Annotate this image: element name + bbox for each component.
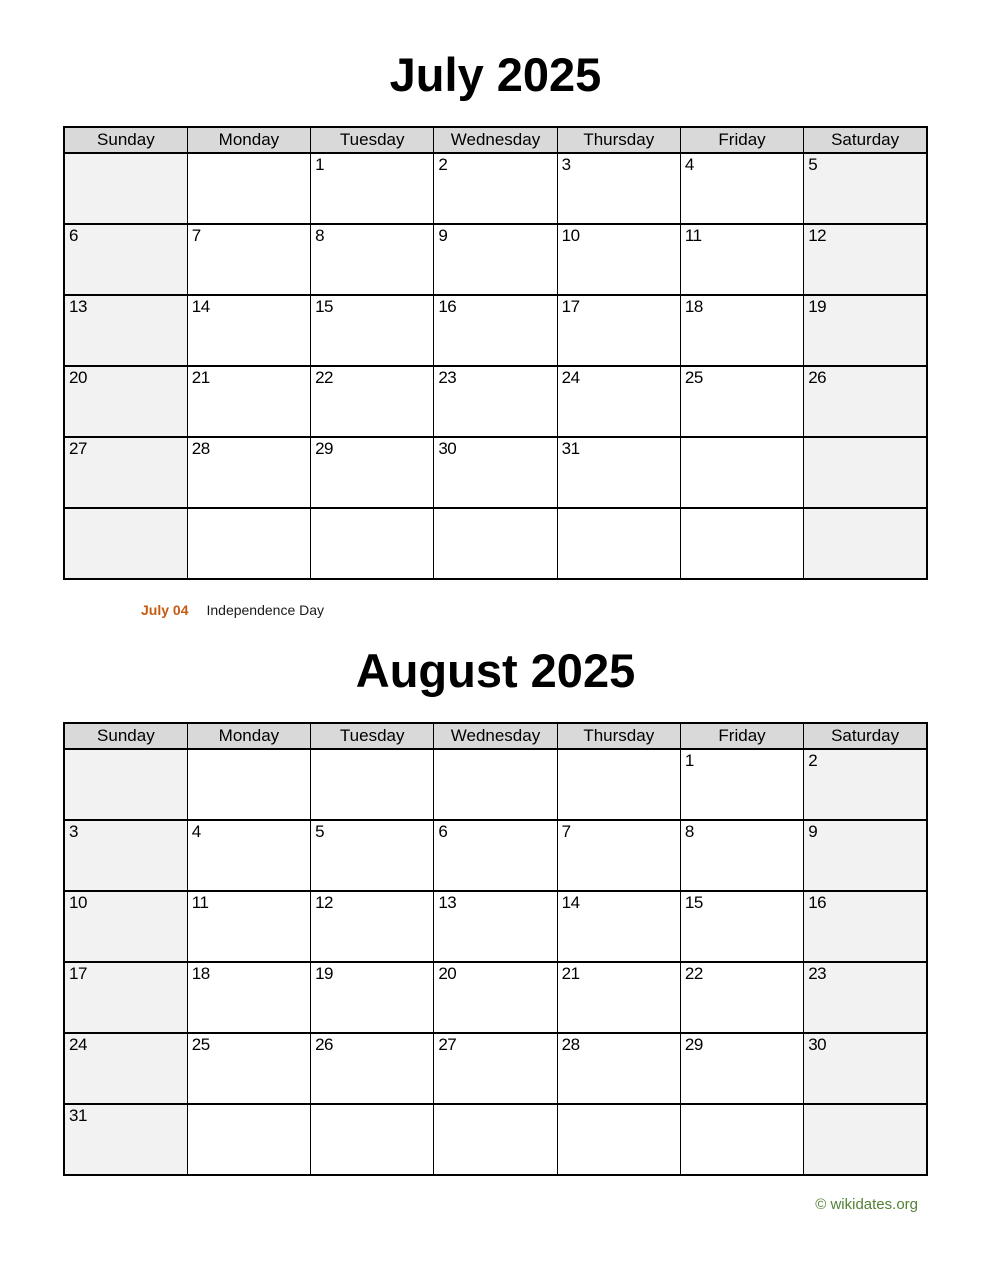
day-cell: 15 [680,891,803,962]
day-cell: 25 [187,1033,310,1104]
day-cell: 19 [804,295,927,366]
empty-day-cell [311,508,434,579]
day-cell: 27 [64,437,187,508]
day-cell: 18 [680,295,803,366]
day-cell: 16 [434,295,557,366]
day-cell: 9 [804,820,927,891]
empty-day-cell [557,749,680,820]
weekday-header: Sunday [64,127,187,153]
day-cell: 27 [434,1033,557,1104]
day-cell: 11 [187,891,310,962]
week-row [64,508,927,579]
week-row [64,153,927,224]
day-cell: 7 [187,224,310,295]
day-cell: 14 [187,295,310,366]
day-cell: 11 [680,224,803,295]
day-cell: 23 [434,366,557,437]
empty-day-cell [64,749,187,820]
day-cell: 3 [557,153,680,224]
weekday-header: Wednesday [434,723,557,749]
day-cell: 1 [311,153,434,224]
weekday-header: Thursday [557,127,680,153]
week-row [64,1033,927,1104]
day-cell: 2 [434,153,557,224]
week-row [64,962,927,1033]
empty-day-cell [557,508,680,579]
empty-day-cell [187,749,310,820]
day-cell: 12 [804,224,927,295]
empty-day-cell [804,508,927,579]
week-row [64,1104,927,1175]
empty-day-cell [434,1104,557,1175]
day-cell: 10 [64,891,187,962]
day-cell: 23 [804,962,927,1033]
empty-day-cell [434,508,557,579]
empty-day-cell [187,508,310,579]
day-cell: 8 [680,820,803,891]
week-row [64,224,927,295]
july-title: July 2025 [389,48,602,101]
copyright-text: © wikidates.org [815,1196,918,1214]
empty-day-cell [64,508,187,579]
empty-day-cell [64,153,187,224]
empty-day-cell [557,1104,680,1175]
day-cell: 4 [187,820,310,891]
day-cell: 22 [311,366,434,437]
august-title: August 2025 [355,644,636,698]
empty-day-cell [434,749,557,820]
day-cell: 16 [804,891,927,962]
weekday-header: Wednesday [434,127,557,153]
day-cell: 24 [64,1033,187,1104]
day-cell: 6 [434,820,557,891]
day-cell: 31 [557,437,680,508]
weekday-header: Thursday [557,723,680,749]
holiday-date-label: July 04 [141,602,189,619]
day-cell: 15 [311,295,434,366]
day-cell: 29 [311,437,434,508]
empty-day-cell [311,749,434,820]
day-cell: 7 [557,820,680,891]
day-cell: 17 [557,295,680,366]
day-cell: 21 [557,962,680,1033]
day-cell: 30 [804,1033,927,1104]
day-cell: 22 [680,962,803,1033]
day-cell: 13 [434,891,557,962]
august-calendar [63,722,928,1176]
empty-day-cell [804,1104,927,1175]
weekday-header: Sunday [64,723,187,749]
day-cell: 25 [680,366,803,437]
weekday-header: Saturday [804,723,927,749]
weekday-header: Friday [680,723,803,749]
day-cell: 4 [680,153,803,224]
holiday-name-label: Independence Day [206,602,325,619]
weekday-header-row [64,723,927,749]
weekday-header: Monday [187,723,310,749]
weekday-header: Tuesday [311,723,434,749]
day-cell: 28 [557,1033,680,1104]
day-cell: 2 [804,749,927,820]
empty-day-cell [187,1104,310,1175]
july-calendar [63,126,928,580]
day-cell: 21 [187,366,310,437]
weekday-header: Friday [680,127,803,153]
day-cell: 17 [64,962,187,1033]
week-row [64,295,927,366]
empty-day-cell [680,1104,803,1175]
day-cell: 10 [557,224,680,295]
week-row [64,891,927,962]
empty-day-cell [680,437,803,508]
empty-day-cell [311,1104,434,1175]
holiday-note [141,602,928,620]
day-cell: 5 [311,820,434,891]
weekday-header: Saturday [804,127,927,153]
week-row [64,820,927,891]
day-cell: 1 [680,749,803,820]
empty-day-cell [680,508,803,579]
weekday-header: Tuesday [311,127,434,153]
day-cell: 24 [557,366,680,437]
week-row [64,749,927,820]
day-cell: 8 [311,224,434,295]
week-row [64,366,927,437]
empty-day-cell [804,437,927,508]
day-cell: 13 [64,295,187,366]
day-cell: 19 [311,962,434,1033]
week-row [64,437,927,508]
day-cell: 20 [434,962,557,1033]
day-cell: 20 [64,366,187,437]
day-cell: 14 [557,891,680,962]
day-cell: 31 [64,1104,187,1175]
footer [63,1196,928,1213]
day-cell: 9 [434,224,557,295]
day-cell: 3 [64,820,187,891]
empty-day-cell [187,153,310,224]
weekday-header: Monday [187,127,310,153]
day-cell: 26 [311,1033,434,1104]
day-cell: 5 [804,153,927,224]
day-cell: 30 [434,437,557,508]
day-cell: 6 [64,224,187,295]
day-cell: 29 [680,1033,803,1104]
day-cell: 28 [187,437,310,508]
day-cell: 12 [311,891,434,962]
day-cell: 26 [804,366,927,437]
day-cell: 18 [187,962,310,1033]
weekday-header-row [64,127,927,153]
